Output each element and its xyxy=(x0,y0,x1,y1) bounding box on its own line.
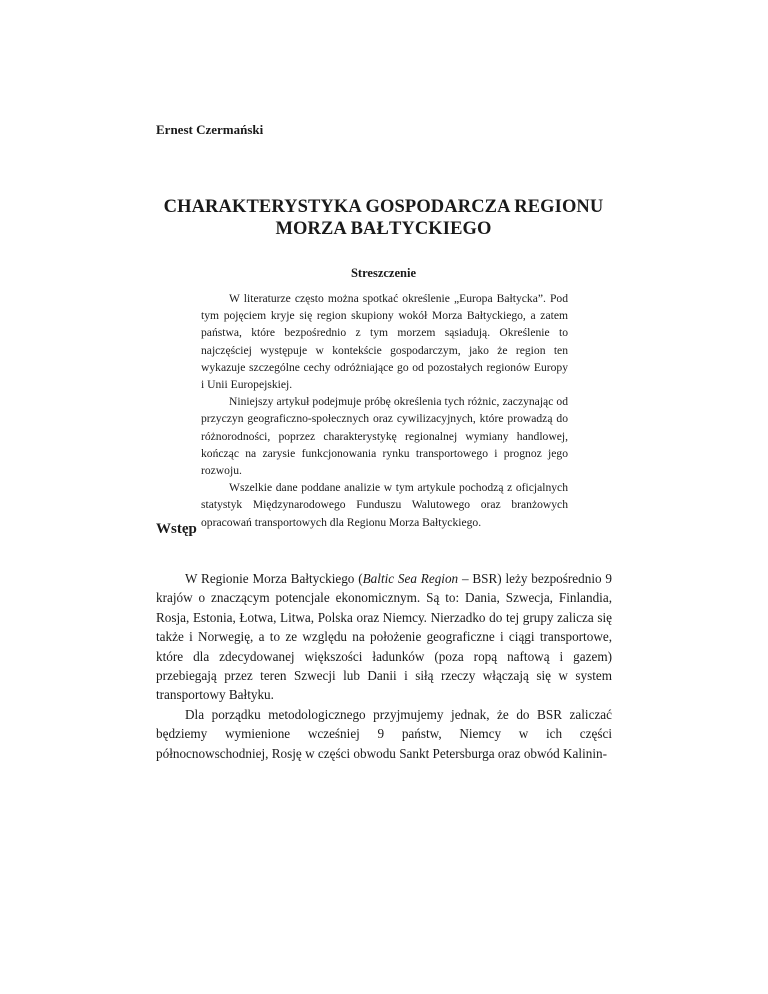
title-line-1: CHARAKTERYSTYKA GOSPODARCZA REGIONU xyxy=(163,197,604,217)
body-paragraph xyxy=(156,569,612,705)
abstract-body xyxy=(201,290,568,531)
author-name: Ernest Czermański xyxy=(156,122,264,137)
intro-body xyxy=(156,569,612,763)
section-heading-intro: Wstęp xyxy=(156,521,197,537)
body-text-segment: W Regionie Morza Bałtyckiego ( xyxy=(185,571,363,586)
abstract-paragraph: Niniejszy artykuł podejmuje próbę określenia tych różnic, zaczynając od przyczyn geograficzno-społecznych oraz cywilizacyjnych, które prowadzą do różnorodności, poprzez charakterystykę regionalnej wymiany handlowej, kończąc na zarysie funkcjonowania rynku transportowego i prognoz jego rozwoju. xyxy=(201,395,568,478)
body-text-italic: Baltic Sea Region xyxy=(362,571,459,586)
article-title xyxy=(156,196,611,240)
body-paragraph: Dla porządku metodologicznego przyjmujemy jednak, że do BSR zaliczać będziemy wymienione wcześniej 9 państw, Niemcy w ich części północnowschodniej, Rosję w części obwodu Sankt Petersburga oraz obwód Kalinin- xyxy=(156,706,612,761)
abstract-heading: Streszczenie xyxy=(350,266,416,280)
abstract-paragraph: Wszelkie dane poddane analizie w tym artykule pochodzą z oficjalnych statystyk Międzynarodowego Funduszu Walutowego oraz branżowych opracowań transportowych dla Regionu Morza Bałtyckiego. xyxy=(201,481,568,529)
body-text-segment: – BSR) leży bezpośrednio 9 krajów o znaczącym potencjale ekonomicznym. Są to: Dania, Szwecja, Finlandia, Rosja, Estonia, Łotwa, Litwa, Polska oraz Niemcy. Nierzadko do tej grupy zalicza się także i Norwegię, a to ze względu na położenie geograficzne i ciągi transportowe, które dla zdecydowanej większości ładunków (poza ropą naftową i gazem) przebiegają przez teren Szwecji lub Danii i siłą rzeczy włączają się w system transportowy Bałtyku. xyxy=(156,571,613,703)
title-line-2: MORZA BAŁTYCKIEGO xyxy=(275,219,492,239)
abstract-paragraph: W literaturze często można spotkać określenie „Europa Bałtycka”. Pod tym pojęciem kryje się region skupiony wokół Morza Bałtyckiego, a zatem państwa, które bezpośrednio z tym morzem sąsiadują. Określenie to najczęściej występuje w kontekście gospodarczym, jako że region ten wykazuje szczególne cechy odróżniające go od pozostałych regionów Europy i Unii Europejskiej. xyxy=(201,292,568,392)
